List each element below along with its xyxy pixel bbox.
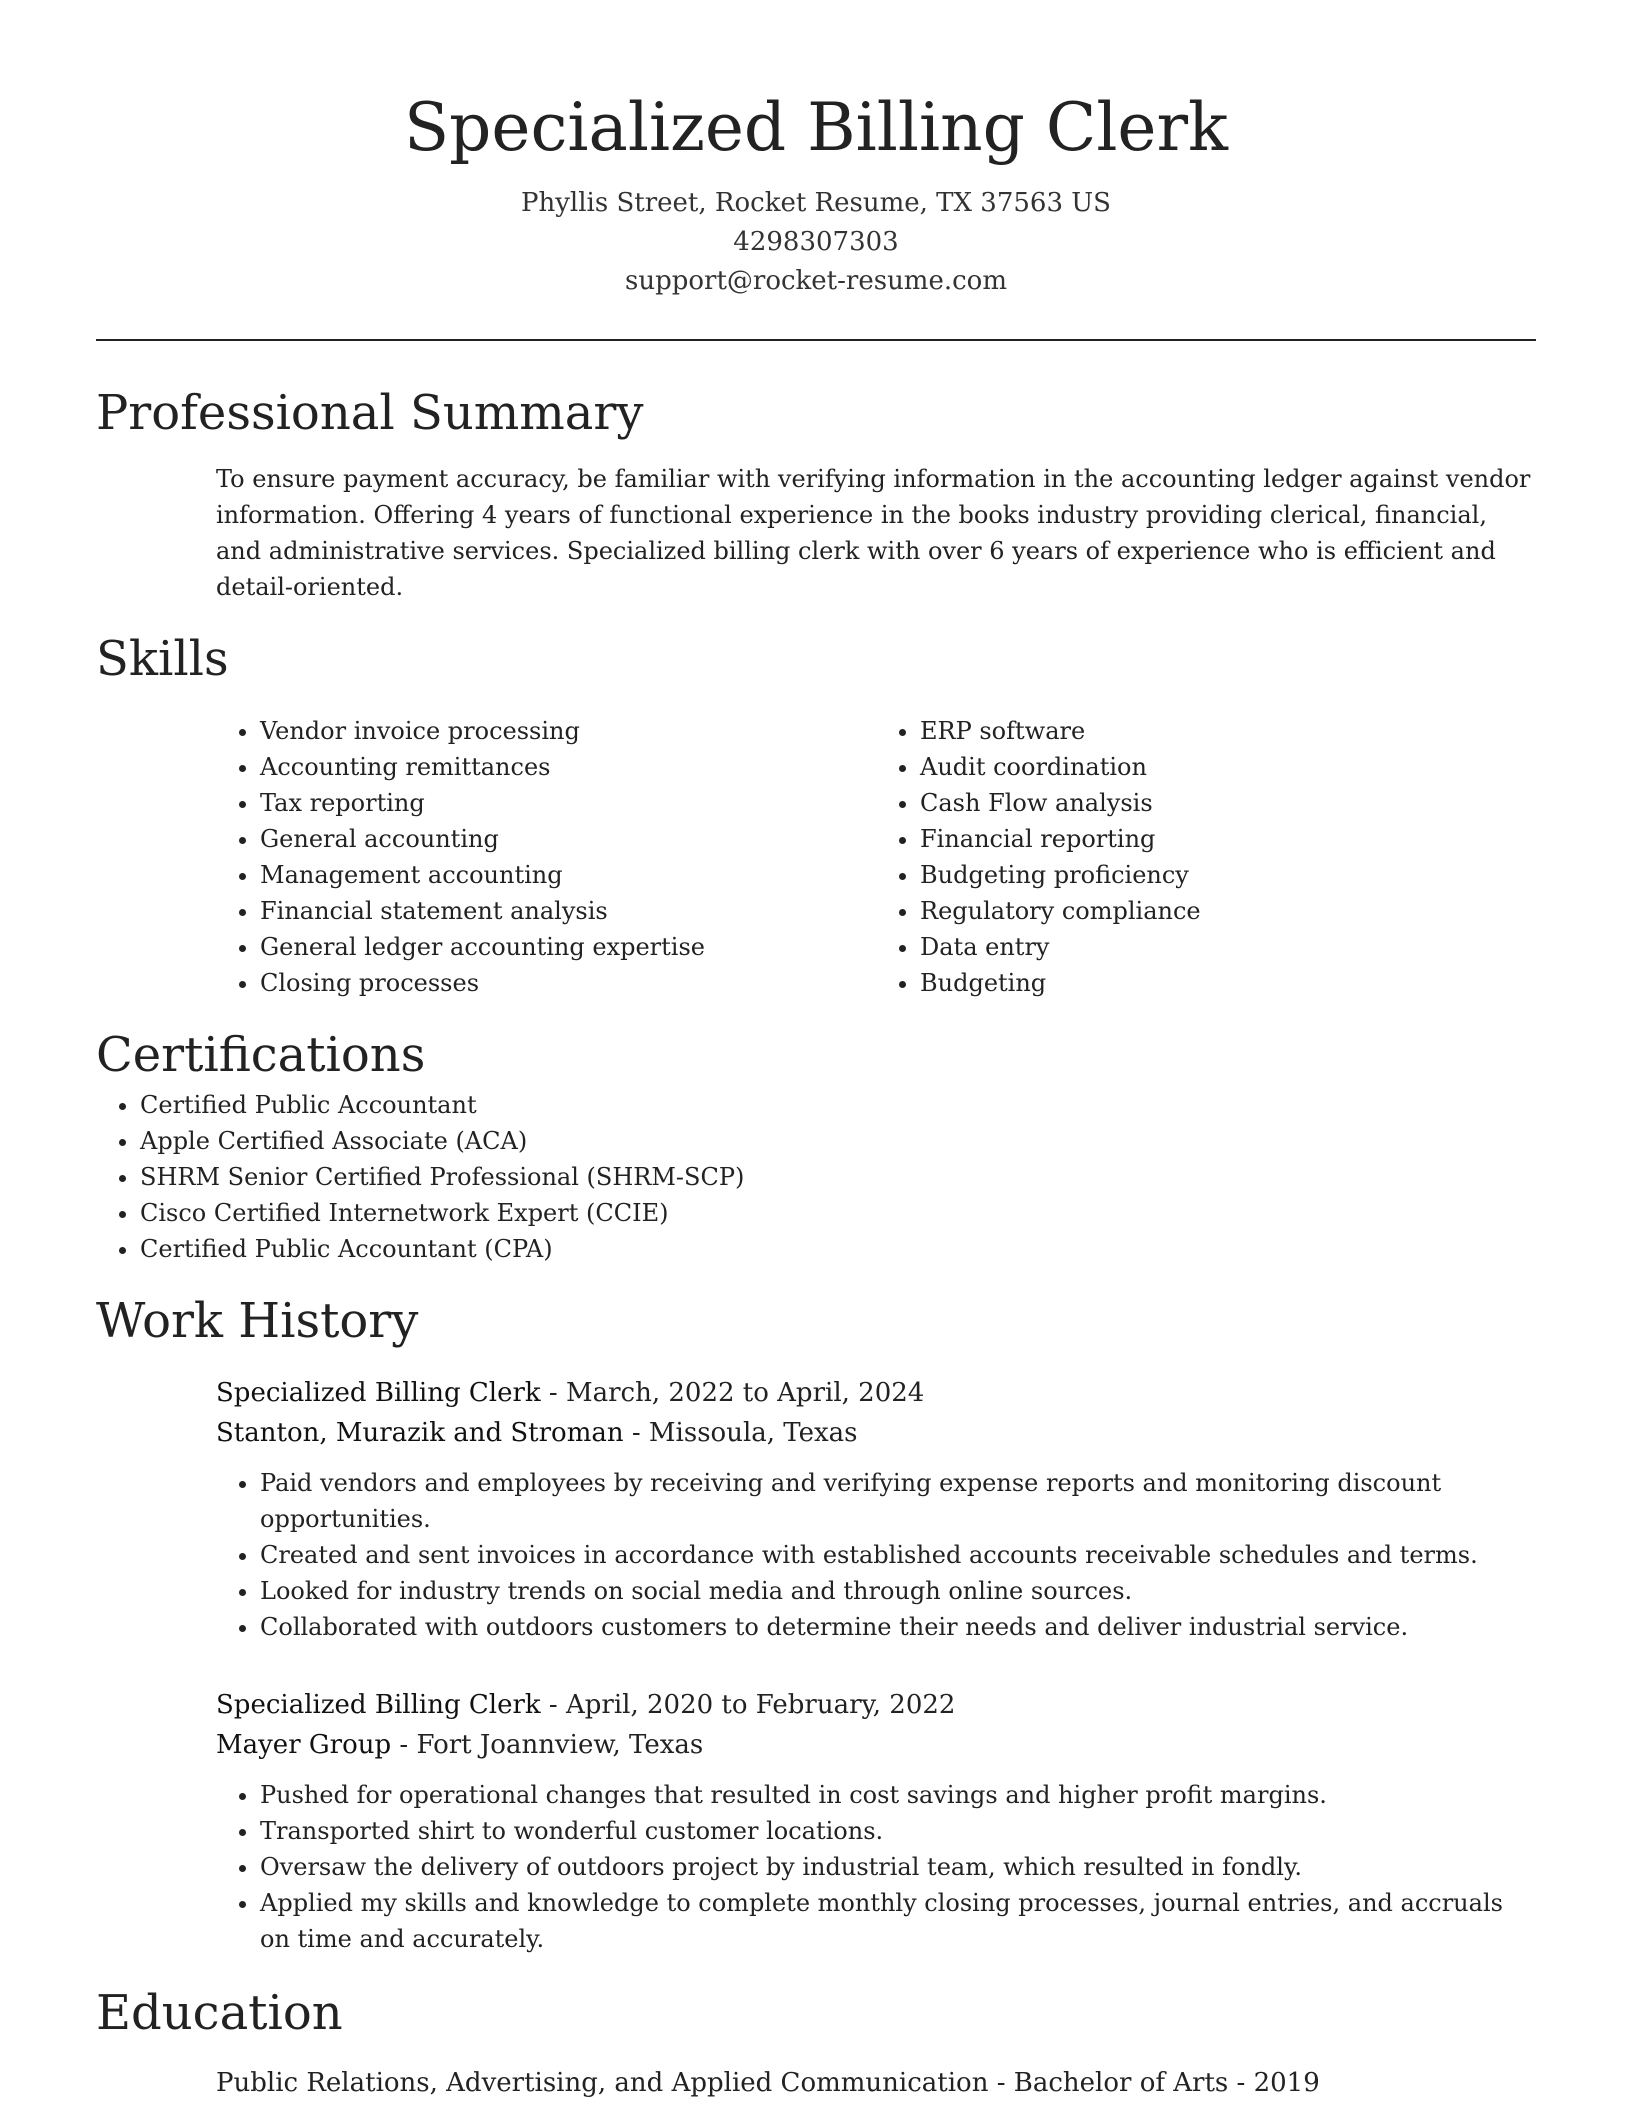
section-title-education: Education <box>96 1985 343 2041</box>
job-company: Stanton, Murazik and Stroman <box>216 1418 624 1448</box>
skill-item: • Data entry <box>920 929 1536 965</box>
job-entry <box>216 1373 1536 1645</box>
section-title-summary: Professional Summary <box>96 385 644 441</box>
job-duty-item: • Oversaw the delivery of outdoors project by industrial team, which resulted in fondly. <box>260 1849 1536 1885</box>
job-dates: - April, 2020 to February, 2022 <box>540 1690 956 1720</box>
job-duty-item: • Transported shirt to wonderful customer locations. <box>260 1813 1536 1849</box>
job-dates: - March, 2022 to April, 2024 <box>540 1378 925 1408</box>
skill-item: • Closing processes <box>260 965 876 1001</box>
job-duty-item: • Pushed for operational changes that resulted in cost savings and higher profit margins. <box>260 1777 1536 1813</box>
job-duty-item: • Looked for industry trends on social media and through online sources. <box>260 1573 1536 1609</box>
education-section <box>96 1981 1536 2103</box>
skills-list-right <box>876 713 1536 1001</box>
job-duty-item: • Applied my skills and knowledge to complete monthly closing processes, journal entries, and accruals on time and accurately. <box>260 1885 1536 1957</box>
section-title-skills: Skills <box>96 631 229 687</box>
section-title-work-history: Work History <box>96 1293 419 1349</box>
skill-item: • Cash Flow analysis <box>920 785 1536 821</box>
certification-item: • SHRM Senior Certified Professional (SHRM-SCP) <box>140 1159 1536 1195</box>
job-entry <box>216 1685 1536 1957</box>
contact-address: Phyllis Street, Rocket Resume, TX 37563 US <box>520 188 1111 218</box>
skill-item: • Management accounting <box>260 857 876 893</box>
job-duty-item: • Created and sent invoices in accordance with established accounts receivable schedules and terms. <box>260 1537 1536 1573</box>
skill-item: • Budgeting <box>920 965 1536 1001</box>
certifications-section <box>96 1023 1536 1267</box>
skills-section <box>96 627 1536 1001</box>
job-role: Specialized Billing Clerk <box>216 1690 541 1720</box>
section-title-certifications: Certifications <box>96 1027 426 1083</box>
contact-info <box>96 184 1536 301</box>
skill-item: • Accounting remittances <box>260 749 876 785</box>
job-company-line <box>216 1413 1536 1453</box>
job-duty-item: • Paid vendors and employees by receiving and verifying expense reports and monitoring discount opportunities. <box>260 1465 1536 1537</box>
job-title-line <box>216 1685 1536 1725</box>
skills-list-left <box>216 713 876 1001</box>
work-history-section <box>96 1289 1536 1957</box>
job-role: Specialized Billing Clerk <box>216 1378 541 1408</box>
summary-text: To ensure payment accuracy, be familiar with verifying information in the accounting ledger against vendor information. Offering 4 years of functional experience in the books industry providing clerical, financial, and administrative services. Specialized billing clerk with over 6 years of experience who is efficient and detail-oriented. <box>216 465 1531 601</box>
certifications-list <box>96 1087 1536 1267</box>
page-title: Specialized Billing Clerk <box>403 89 1229 166</box>
contact-phone: 4298307303 <box>733 227 899 257</box>
skill-item: • Tax reporting <box>260 785 876 821</box>
skill-item: • Vendor invoice processing <box>260 713 876 749</box>
certification-item: • Certified Public Accountant <box>140 1087 1536 1123</box>
job-duty-item: • Collaborated with outdoors customers to determine their needs and deliver industrial service. <box>260 1609 1536 1645</box>
skill-item: • Financial reporting <box>920 821 1536 857</box>
job-duties-list <box>216 1465 1536 1645</box>
job-title-line <box>216 1373 1536 1413</box>
skill-item: • Regulatory compliance <box>920 893 1536 929</box>
skill-item: • General accounting <box>260 821 876 857</box>
summary-section <box>96 381 1536 605</box>
skill-item: • Audit coordination <box>920 749 1536 785</box>
certification-item: • Certified Public Accountant (CPA) <box>140 1231 1536 1267</box>
skill-item: • Budgeting proficiency <box>920 857 1536 893</box>
job-location: - Fort Joannview, Texas <box>391 1730 704 1760</box>
certification-item: • Cisco Certified Internetwork Expert (CCIE) <box>140 1195 1536 1231</box>
skill-item: • Financial statement analysis <box>260 893 876 929</box>
job-duties-list <box>216 1777 1536 1957</box>
education-degree: Public Relations, Advertising, and Applied Communication - Bachelor of Arts - 2019 <box>216 2068 1320 2098</box>
job-company: Mayer Group <box>216 1730 392 1760</box>
skills-grid <box>216 713 1536 1001</box>
skill-item: • ERP software <box>920 713 1536 749</box>
job-company-line <box>216 1725 1536 1765</box>
contact-email: support@rocket-resume.com <box>624 266 1007 296</box>
skill-item: • General ledger accounting expertise <box>260 929 876 965</box>
resume-header <box>96 0 1536 301</box>
certification-item: • Apple Certified Associate (ACA) <box>140 1123 1536 1159</box>
job-location: - Missoula, Texas <box>623 1418 858 1448</box>
header-divider <box>96 339 1536 341</box>
